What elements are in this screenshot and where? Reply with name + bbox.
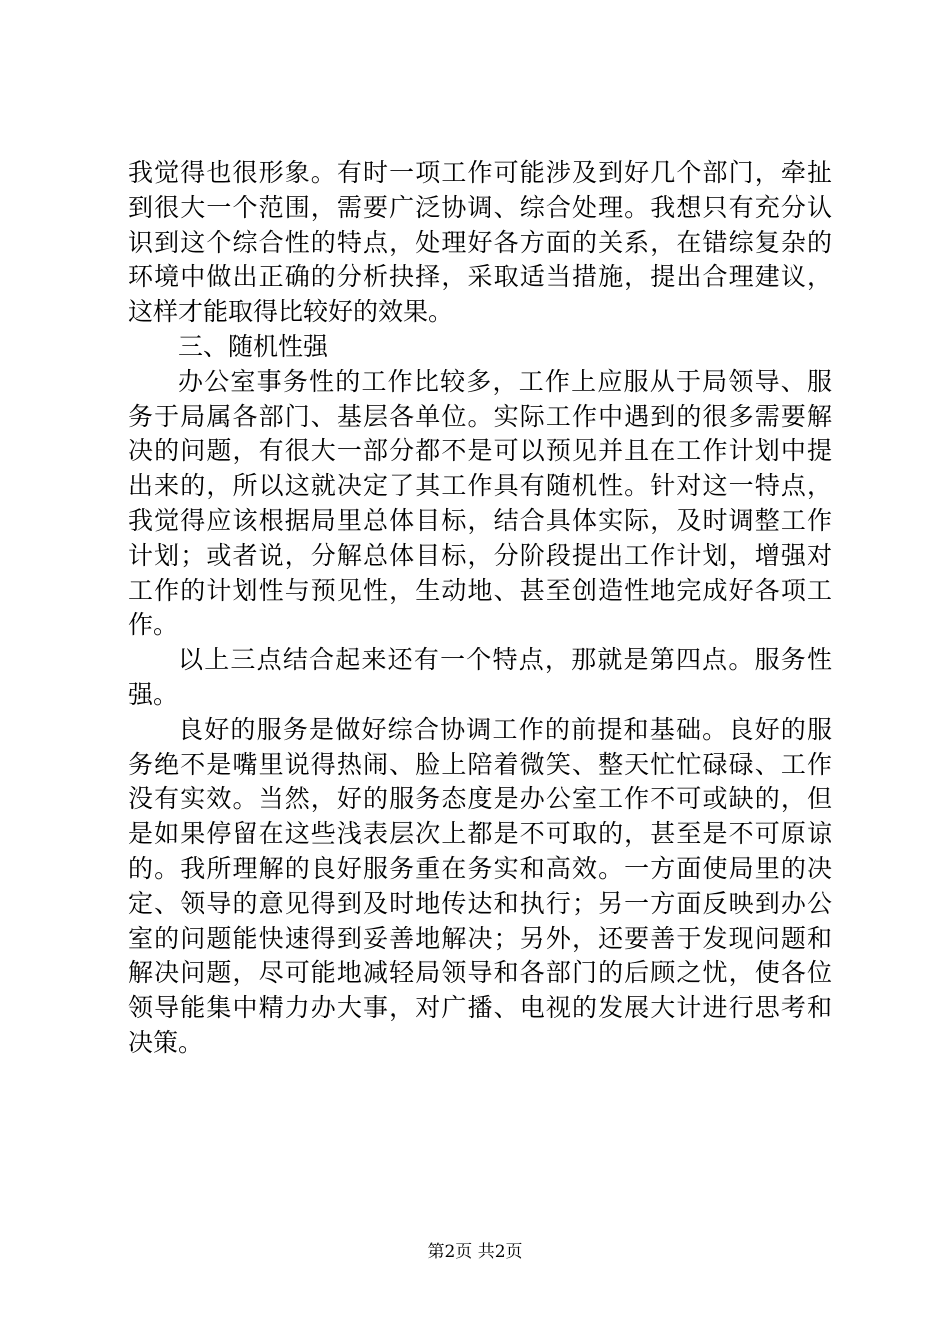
text-line: 这样才能取得比较好的效果。: [128, 297, 454, 327]
text-line: 办公室事务性的工作比较多，工作上应服从于局领导、服: [178, 366, 832, 396]
text-line: 务于局属各部门、基层各单位。实际工作中遇到的很多需要解: [128, 401, 832, 431]
body-text: [128, 156, 832, 1061]
text-line: 良好的服务是做好综合协调工作的前提和基础。良好的服: [178, 714, 832, 744]
text-line: 出来的，所以这就决定了其工作具有随机性。针对这一特点，: [128, 471, 832, 501]
text-line: 作。: [128, 610, 179, 640]
text-line: 工作的计划性与预见性，生动地、甚至创造性地完成好各项工: [128, 575, 832, 605]
text-line: 领导能集中精力办大事，对广播、电视的发展大计进行思考和: [128, 993, 832, 1023]
page-footer: 第2页 共2页: [427, 1242, 523, 1262]
text-line: 是如果停留在这些浅表层次上都是不可取的，甚至是不可原谅: [128, 819, 832, 849]
text-line: 决策。: [128, 1027, 204, 1057]
text-line: 务绝不是嘴里说得热闹、脸上陪着微笑、整天忙忙碌碌、工作: [128, 749, 832, 779]
text-line: 我觉得应该根据局里总体目标，结合具体实际，及时调整工作: [128, 505, 832, 535]
text-line: 环境中做出正确的分析抉择，采取适当措施，提出合理建议，: [128, 262, 832, 292]
text-line: 以上三点结合起来还有一个特点，那就是第四点。服务性: [178, 645, 832, 675]
text-line: 强。: [128, 679, 179, 709]
text-line: 定、领导的意见得到及时地传达和执行；另一方面反映到办公: [128, 888, 832, 918]
text-line: 我觉得也很形象。有时一项工作可能涉及到好几个部门，牵扯: [128, 158, 832, 187]
text-line: 到很大一个范围，需要广泛协调、综合处理。我想只有充分认: [128, 192, 832, 222]
text-line: 决的问题，有很大一部分都不是可以预见并且在工作计划中提: [128, 436, 832, 466]
text-line: 计划；或者说，分解总体目标，分阶段提出工作计划，增强对: [128, 540, 832, 570]
text-line: 室的问题能快速得到妥善地解决；另外，还要善于发现问题和: [128, 923, 832, 953]
text-line: 三、随机性强: [178, 331, 329, 361]
text-line: 没有实效。当然，好的服务态度是办公室工作不可或缺的，但: [128, 784, 832, 814]
text-line: 解决问题，尽可能地减轻局领导和各部门的后顾之忧，使各位: [128, 958, 832, 988]
text-line: 识到这个综合性的特点，处理好各方面的关系，在错综复杂的: [128, 227, 832, 257]
text-line: 的。我所理解的良好服务重在务实和高效。一方面使局里的决: [128, 853, 832, 883]
